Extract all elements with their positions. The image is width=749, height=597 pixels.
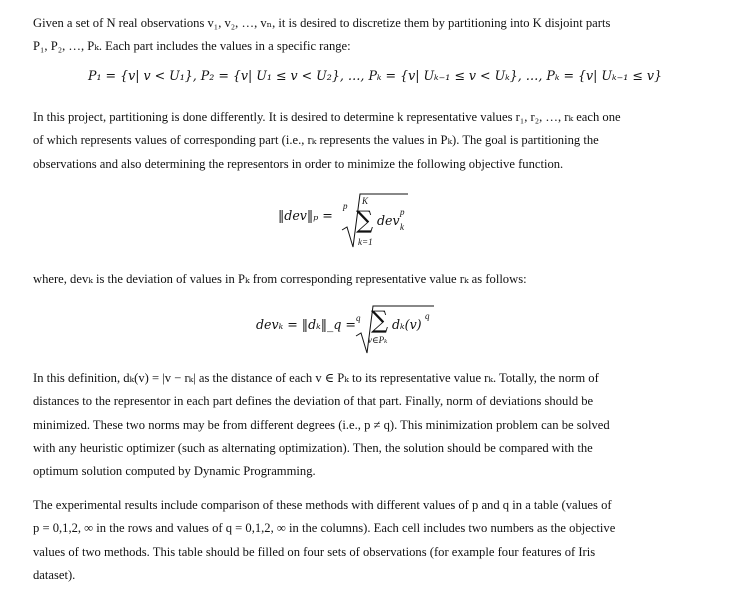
- objective-root-index: p: [343, 201, 348, 211]
- objective-term: dev: [377, 213, 400, 228]
- paragraph-deviation: [33, 268, 723, 291]
- paragraph-experiments-line-4: dataset).: [33, 567, 76, 582]
- deviation-sigma-symbol: ∑: [371, 306, 389, 334]
- paragraph-experiments: [33, 494, 723, 587]
- paragraph-intro: [33, 12, 723, 59]
- paragraph-intro-line-2: P₁, P₂, …, Pₖ. Each part includes the values in a specific range:: [33, 39, 351, 54]
- paragraph-deviation-line-1: where, devₖ is the deviation of values in Pₖ from corresponding representative value rₖ as follows:: [33, 272, 527, 286]
- paragraph-representatives-line-1: In this project, partitioning is done differently. It is desired to determine k representative values r₁, r₂, …, rₖ each one: [33, 110, 621, 124]
- objective-sigma-upper: K: [362, 196, 369, 206]
- paragraph-definition: [33, 367, 723, 483]
- paragraph-intro-line-1: Given a set of N real observations v₁, v₂, …, vₙ, it is desired to discretize them by partitioning into K disjoint parts: [33, 16, 611, 30]
- deviation-lhs: devₖ = ‖dₖ‖_q =: [256, 317, 356, 332]
- objective-sigma-symbol: ∑: [356, 206, 374, 234]
- paragraph-experiments-line-1: The experimental results include comparison of these methods with different values of p and q in a table (values of: [33, 498, 612, 512]
- paragraph-definition-line-2: distances to the representor in each part defines the deviation of that part. Finally, norm of deviations should be: [33, 394, 594, 409]
- paragraph-definition-line-3: minimized. These two norms may be from different degrees (i.e., p ≠ q). This minimization problem can be solved: [33, 417, 610, 432]
- paragraph-definition-line-4: with any heuristic optimizer (such as alternating optimization). Then, the solution should be compared with the: [33, 440, 593, 455]
- objective-term-sup: p: [400, 207, 405, 217]
- deviation-term-sup: q: [425, 311, 430, 321]
- paragraph-representatives: [33, 106, 723, 176]
- objective-term-sub: k: [400, 222, 404, 232]
- deviation-sigma-lower: v∈Pₖ: [368, 335, 388, 345]
- paragraph-definition-line-1: In this definition, dₖ(v) = |v − rₖ| as the distance of each v ∈ Pₖ to its representative value rₖ. Totally, the norm of: [33, 371, 599, 385]
- paragraph-experiments-line-3: values of two methods. This table should be filled on four sets of observations (for example four features of Iris: [33, 544, 596, 559]
- deviation-root-index: q: [356, 313, 361, 323]
- paragraph-representatives-line-2: of which represents values of corresponding part (i.e., rₖ represents the values in Pₖ). The goal is partitioning the: [33, 133, 599, 148]
- paragraph-experiments-line-2: p = 0,1,2, ∞ in the rows and values of q = 0,1,2, ∞ in the columns). Each cell includes two numbers as the objective: [33, 521, 616, 536]
- deviation-term: dₖ(v): [392, 317, 422, 332]
- objective-sigma-lower: k=1: [358, 237, 373, 247]
- paragraph-definition-line-5: optimum solution computed by Dynamic Programming.: [33, 464, 316, 479]
- equation-partition: P₁ = {v| v < U₁}, P₂ = {v| U₁ ≤ v < U₂}, …, Pₖ = {v| Uₖ₋₁ ≤ v < Uₖ}, …, Pₖ = {v| Uₖ₋₁ ≤ v}: [88, 68, 662, 83]
- objective-lhs: ‖dev‖ₚ =: [278, 208, 333, 223]
- paragraph-representatives-line-3: observations and also determining the representors in order to minimize the following objective function.: [33, 156, 564, 171]
